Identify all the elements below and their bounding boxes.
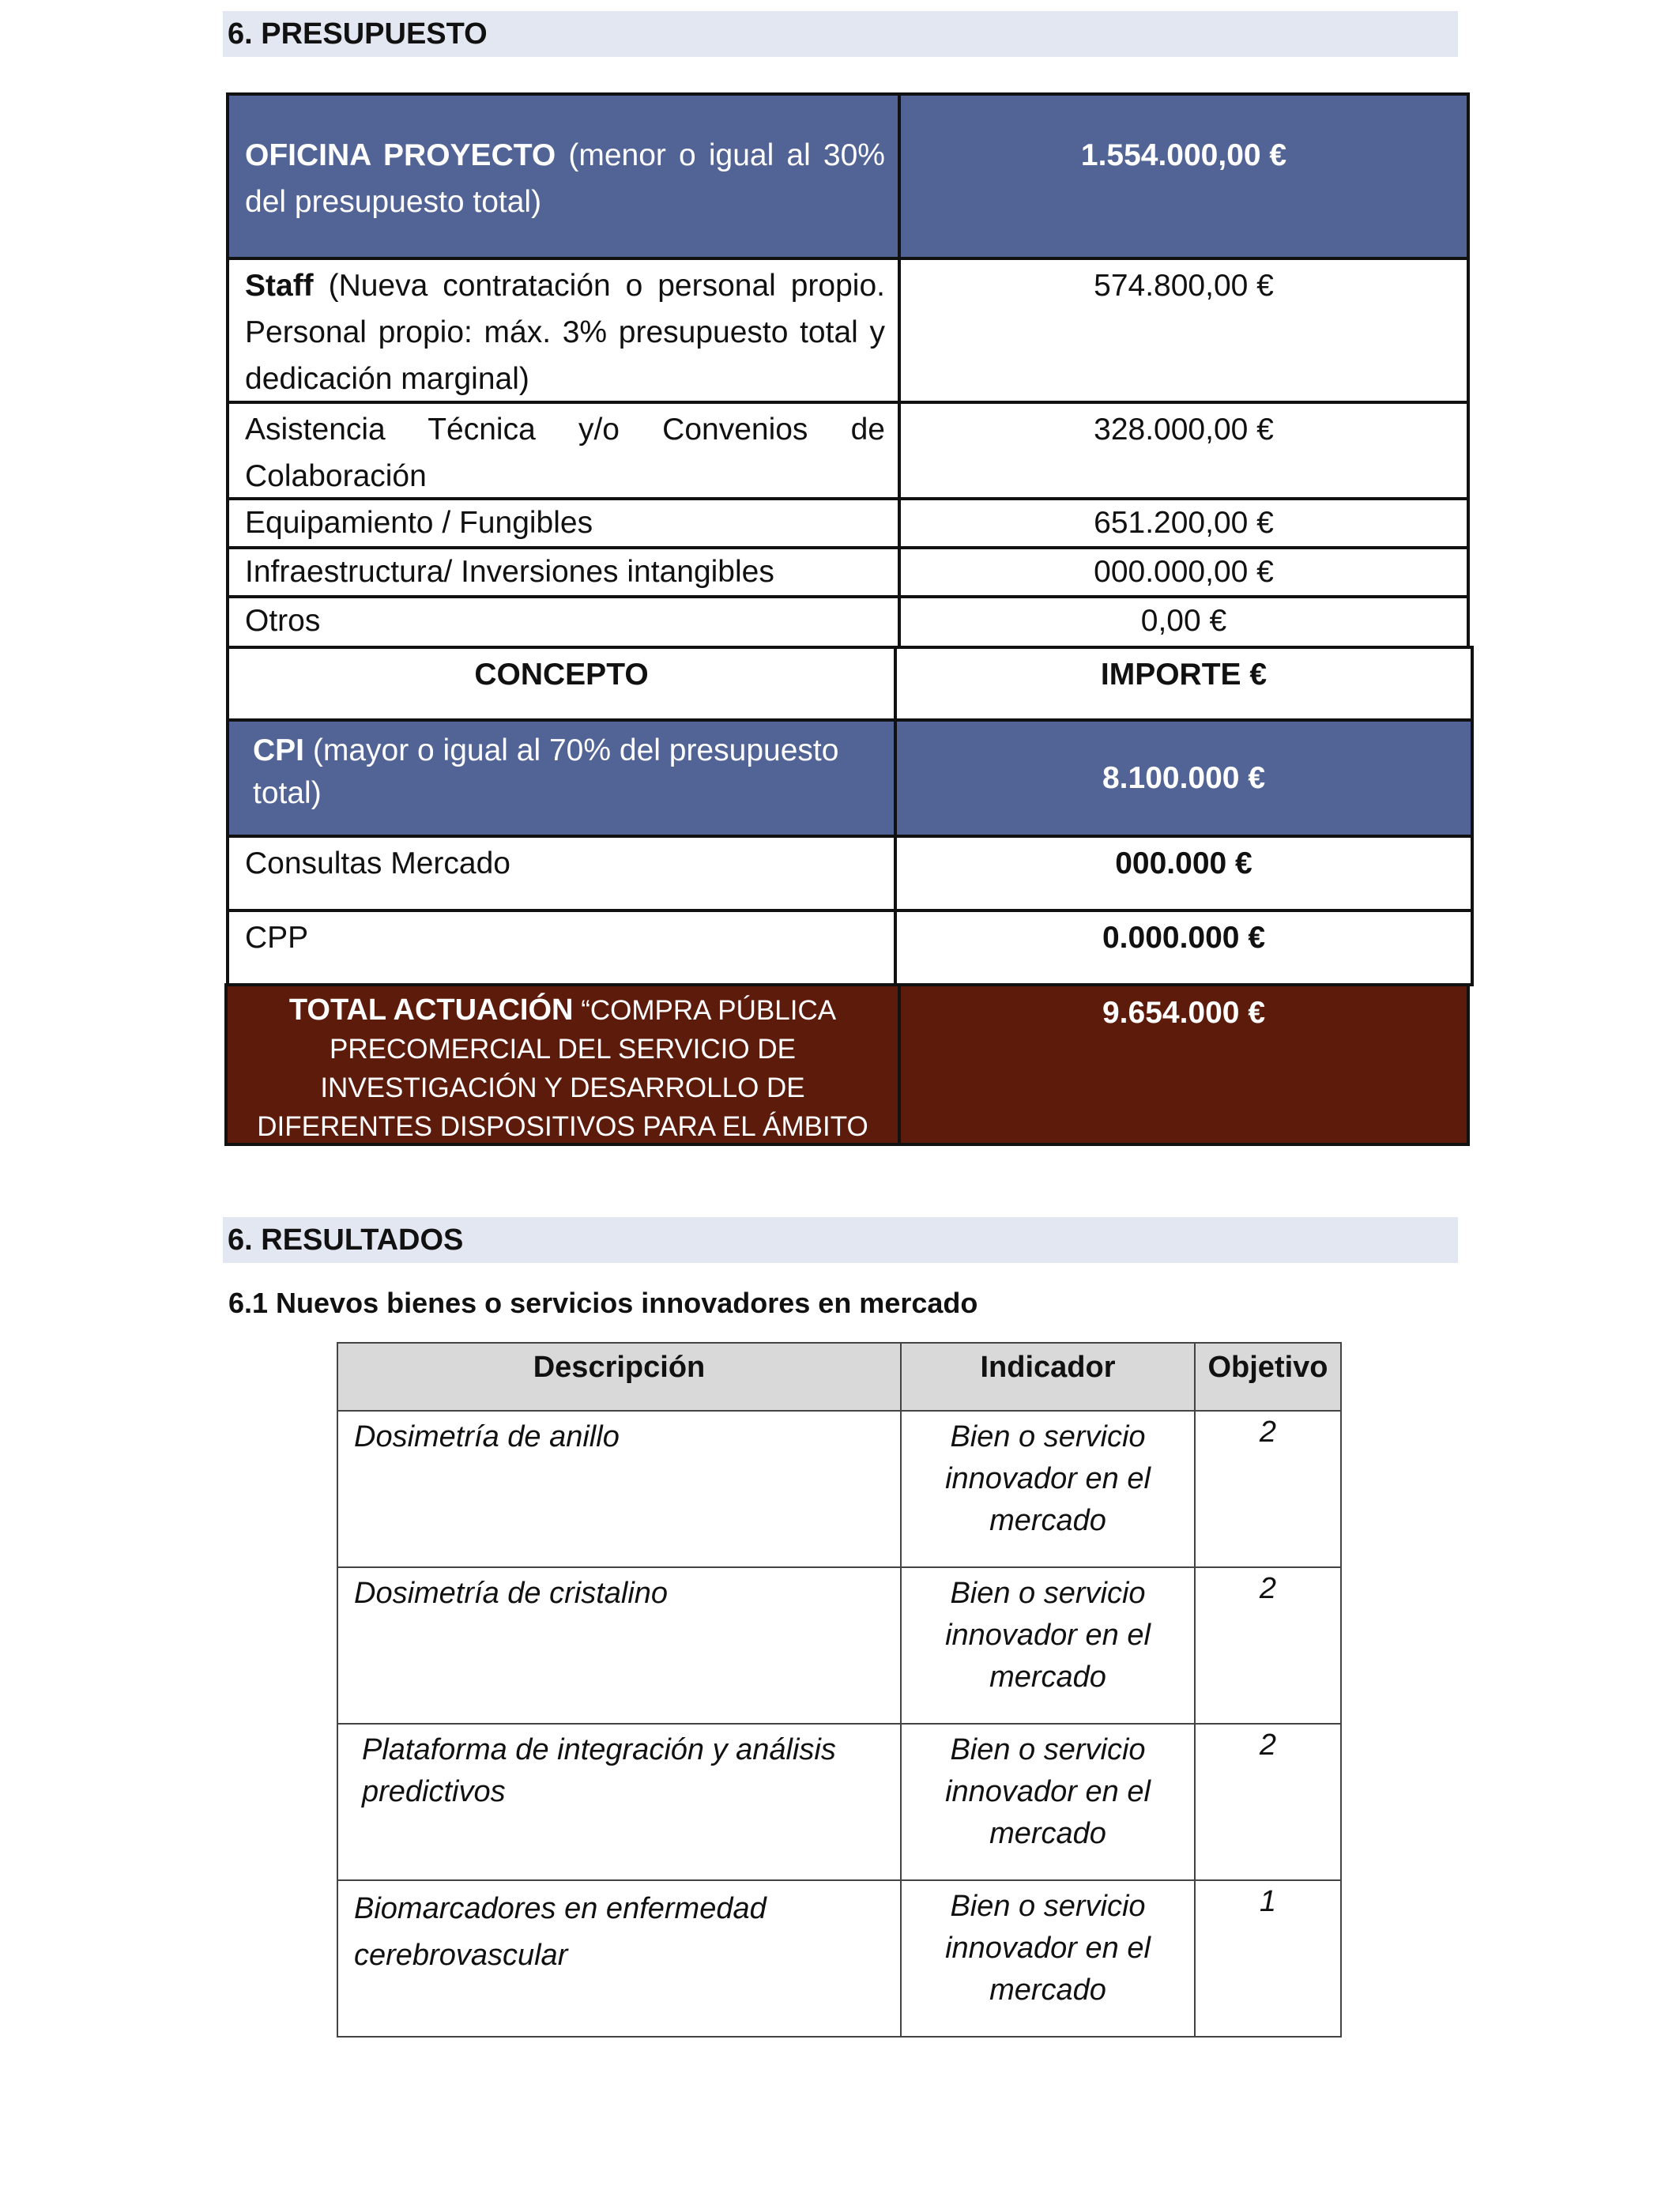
- importe-header: IMPORTE €: [894, 646, 1474, 722]
- equipamiento-label-cell: Equipamiento / Fungibles: [226, 497, 901, 549]
- total-value-cell: 9.654.000 €: [898, 983, 1470, 1146]
- table-row-indicador: Bien o servicio innovador en el mercado: [900, 1879, 1196, 2038]
- infraestructura-value-cell: 000.000,00 €: [898, 546, 1470, 598]
- infraestructura-label-cell: Infraestructura/ Inversiones intangibles: [226, 546, 901, 598]
- table-row-indicador: Bien o servicio innovador en el mercado: [900, 1723, 1196, 1881]
- concepto-header: CONCEPTO: [226, 646, 897, 722]
- cpi-label-cell: [226, 718, 897, 838]
- table-row-objetivo: 1: [1194, 1879, 1342, 2038]
- table-row-descripcion: Dosimetría de cristalino: [337, 1566, 902, 1725]
- section-heading-presupuesto: 6. PRESUPUESTO: [223, 11, 1458, 57]
- column-header-objetivo: Objetivo: [1194, 1342, 1342, 1412]
- cpi-label-bold: CPI: [253, 733, 305, 767]
- staff-label-bold: Staff: [245, 269, 314, 303]
- cpi-value-cell: 8.100.000 €: [894, 718, 1474, 838]
- cpi-label-rest: (mayor o igual al 70% del presupuesto total): [253, 733, 839, 810]
- asistencia-label-cell: Asistencia Técnica y/o Convenios de Colaboración: [226, 401, 901, 500]
- oficina-label-cell: [226, 92, 901, 260]
- consultas-label-cell: Consultas Mercado: [226, 835, 897, 912]
- oficina-label-rest: (menor o igual al 30% del presupuesto total): [245, 138, 885, 219]
- oficina-value-cell: 1.554.000,00 €: [898, 92, 1470, 260]
- cpp-label-cell: CPP: [226, 909, 897, 986]
- staff-value-cell: 574.800,00 €: [898, 257, 1470, 404]
- total-label-bold: TOTAL ACTUACIÓN: [288, 993, 574, 1027]
- table-row-indicador: Bien o servicio innovador en el mercado: [900, 1410, 1196, 1568]
- otros-value-cell: 0,00 €: [898, 595, 1470, 649]
- table-row-objetivo: 2: [1194, 1566, 1342, 1725]
- table-row-indicador: Bien o servicio innovador en el mercado: [900, 1566, 1196, 1725]
- table-row-objetivo: 2: [1194, 1723, 1342, 1881]
- staff-label-rest: (Nueva contratación o personal propio. Personal propio: máx. 3% presupuesto total y dedicación marginal): [245, 269, 885, 396]
- oficina-label-bold: OFICINA PROYECTO: [245, 138, 556, 172]
- staff-label-cell: [226, 257, 901, 404]
- table-row-descripcion: Biomarcadores en enfermedad cerebrovascular: [337, 1879, 902, 2038]
- total-label-rest: “COMPRA PÚBLICA PRECOMERCIAL DEL SERVICIO DE INVESTIGACIÓN Y DESARROLLO DE DIFERENTES DISPOSITIVOS PARA EL ÁMBITO DE INGESA”: [257, 995, 868, 1181]
- table-row-descripcion: Dosimetría de anillo: [337, 1410, 902, 1568]
- table-row-objetivo: 2: [1194, 1410, 1342, 1568]
- table-row-descripcion: Plataforma de integración y análisis predictivos: [337, 1723, 902, 1881]
- equipamiento-value-cell: 651.200,00 €: [898, 497, 1470, 549]
- consultas-value-cell: 000.000 €: [894, 835, 1474, 912]
- column-header-descripcion: Descripción: [337, 1342, 902, 1412]
- subsection-heading: 6.1 Nuevos bienes o servicios innovadores en mercado: [228, 1287, 978, 1319]
- column-header-indicador: Indicador: [900, 1342, 1196, 1412]
- asistencia-value-cell: 328.000,00 €: [898, 401, 1470, 500]
- total-label-cell: [224, 983, 901, 1181]
- cpp-value-cell: 0.000.000 €: [894, 909, 1474, 986]
- otros-label-cell: Otros: [226, 595, 901, 649]
- section-heading-resultados: 6. RESULTADOS: [223, 1217, 1458, 1263]
